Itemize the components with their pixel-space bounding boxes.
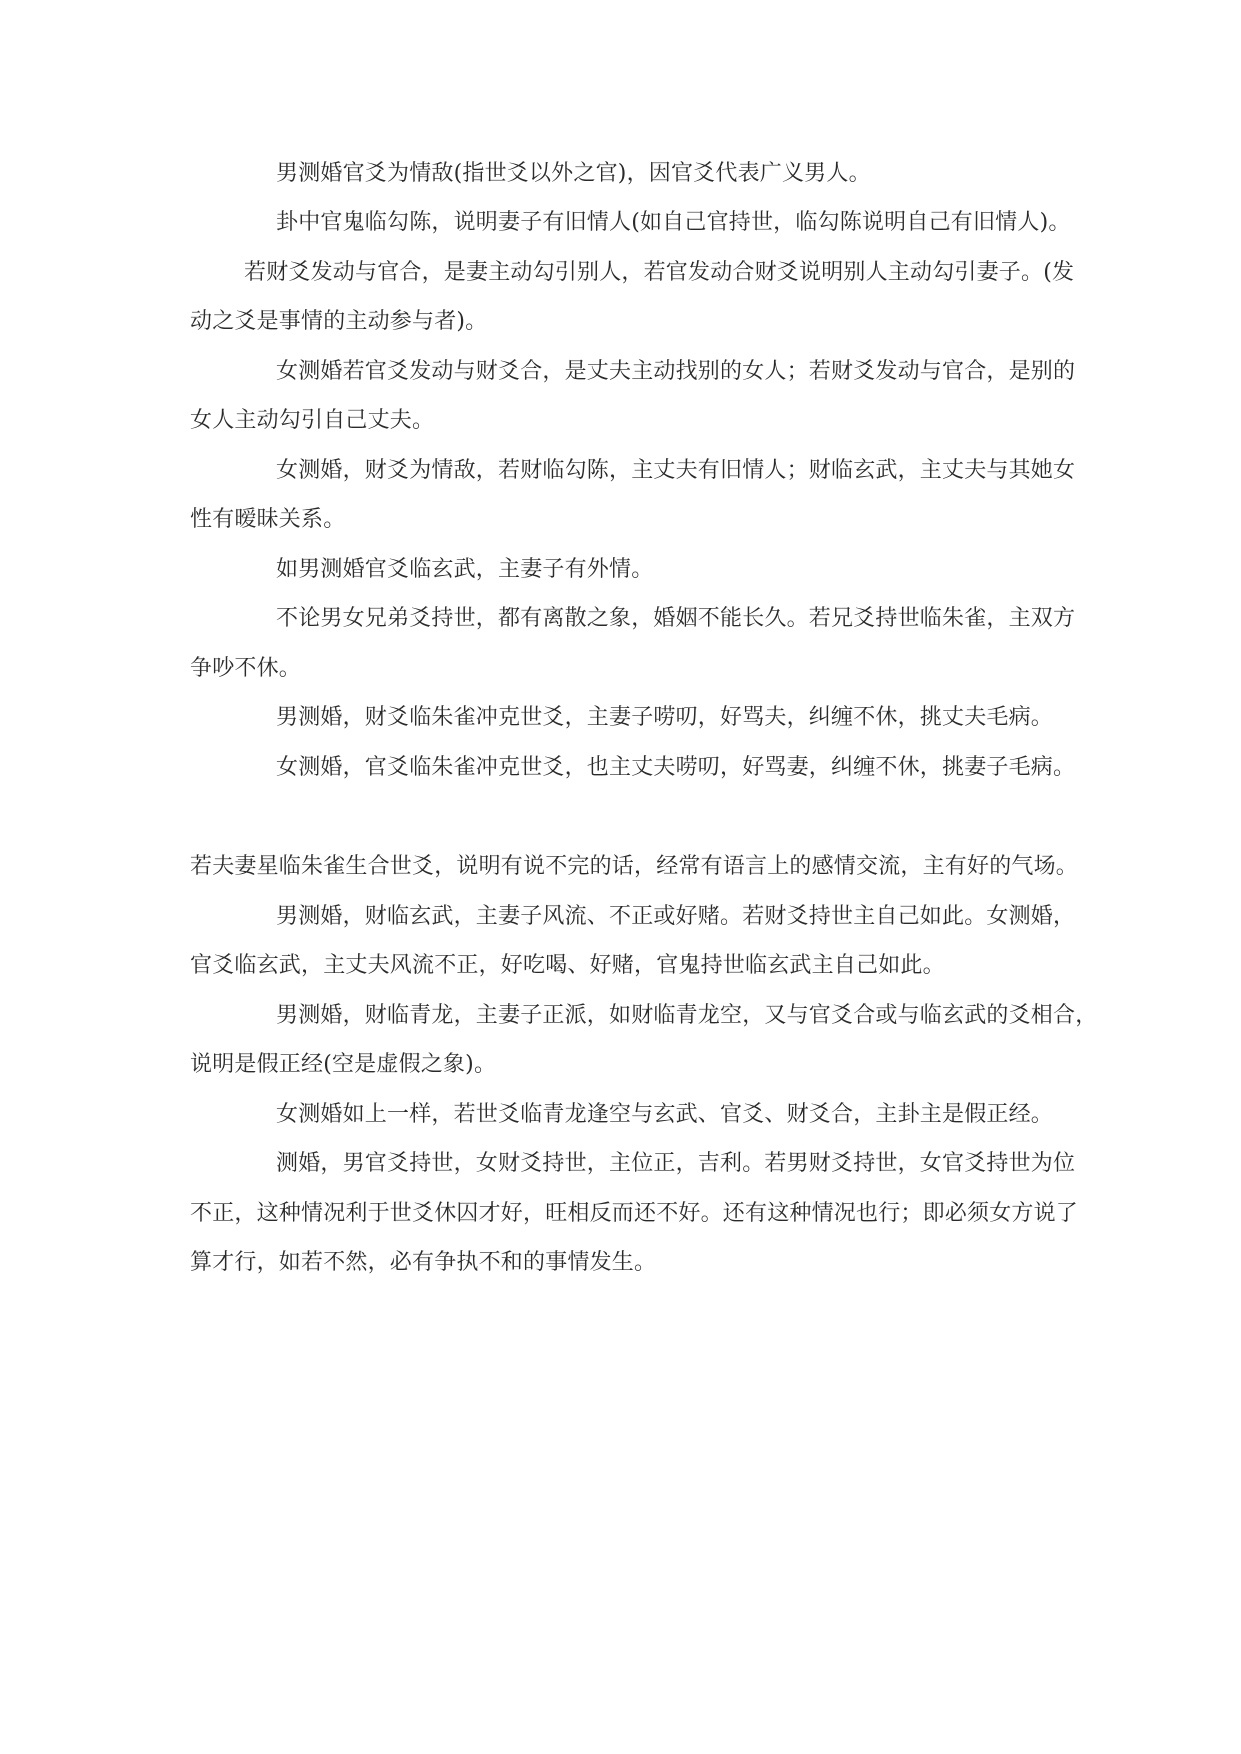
text-line: 若夫妻星临朱雀生合世爻，说明有说不完的话，经常有语言上的感情交流，主有好的气场。 xyxy=(190,854,1079,879)
text-line: 女测婚若官爻发动与财爻合，是丈夫主动找别的女人；若财爻发动与官合，是别的 xyxy=(276,359,1076,384)
text-line: 官爻临玄武，主丈夫风流不正，好吃喝、好赌，官鬼持世临玄武主自己如此。 xyxy=(190,953,945,978)
text-line: 男测婚，财爻临朱雀冲克世爻，主妻子唠叨，好骂夫，纠缠不休，挑丈夫毛病。 xyxy=(276,705,1054,730)
text-line: 男测婚官爻为情敌(指世爻以外之官)，因官爻代表广义男人。 xyxy=(276,161,871,186)
text-line: 不正，这种情况利于世爻休囚才好，旺相反而还不好。还有这种情况也行；即必须女方说了 xyxy=(190,1201,1079,1226)
text-line: 争吵不休。 xyxy=(190,656,302,681)
text-line: 男测婚，财临青龙，主妻子正派，如财临青龙空，又与官爻合或与临玄武的爻相合， xyxy=(276,1003,1098,1028)
text-line: 算才行，如若不然，必有争执不和的事情发生。 xyxy=(190,1250,657,1275)
text-line: 如男测婚官爻临玄武，主妻子有外情。 xyxy=(276,557,654,582)
text-line: 动之爻是事情的主动参与者)。 xyxy=(190,309,488,334)
text-line: 性有暧昧关系。 xyxy=(190,507,346,532)
text-line: 说明是假正经(空是虚假之象)。 xyxy=(190,1052,497,1077)
text-line: 女测婚如上一样，若世爻临青龙逢空与玄武、官爻、财爻合，主卦主是假正经。 xyxy=(276,1102,1054,1127)
text-line: 测婚，男官爻持世，女财爻持世，主位正，吉利。若男财爻持世，女官爻持世为位 xyxy=(276,1151,1076,1176)
text-line: 女测婚，官爻临朱雀冲克世爻，也主丈夫唠叨，好骂妻，纠缠不休，挑妻子毛病。 xyxy=(276,755,1076,780)
text-line: 男测婚，财临玄武，主妻子风流、不正或好赌。若财爻持世主自己如此。女测婚， xyxy=(276,904,1076,929)
text-line: 不论男女兄弟爻持世，都有离散之象，婚姻不能长久。若兄爻持世临朱雀，主双方 xyxy=(276,606,1076,631)
text-line: 女人主动勾引自己丈夫。 xyxy=(190,408,435,433)
text-line: 若财爻发动与官合，是妻主动勾引别人，若官发动合财爻说明别人主动勾引妻子。(发 xyxy=(244,260,1075,285)
text-line: 卦中官鬼临勾陈，说明妻子有旧情人(如自己官持世，临勾陈说明自己有旧情人)。 xyxy=(276,210,1071,235)
text-line: 女测婚，财爻为情敌，若财临勾陈，主丈夫有旧情人；财临玄武，主丈夫与其她女 xyxy=(276,458,1076,483)
